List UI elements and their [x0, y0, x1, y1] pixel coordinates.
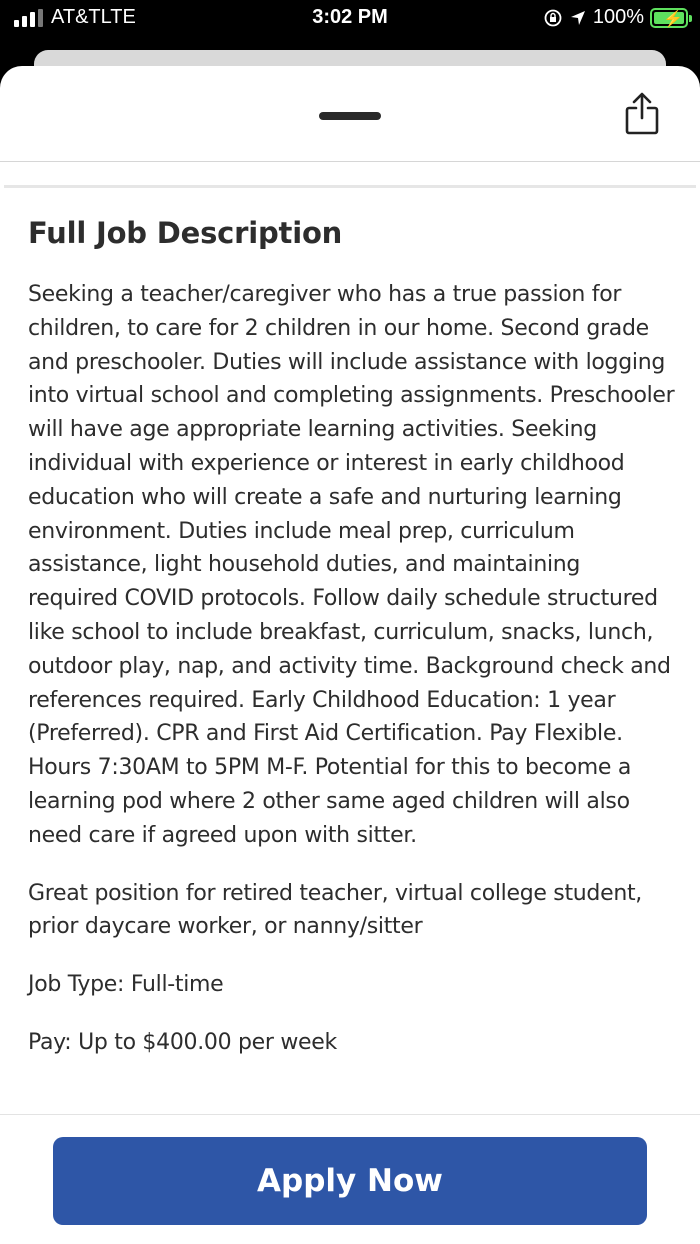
apply-now-button[interactable]: Apply Now — [53, 1137, 647, 1225]
bottom-action-bar — [0, 1114, 700, 1244]
network-type: LTE — [100, 6, 136, 28]
status-time: 3:02 PM — [312, 6, 388, 28]
drag-handle-icon[interactable] — [319, 112, 381, 120]
location-arrow-icon — [569, 9, 587, 27]
section-divider — [4, 185, 696, 188]
status-bar — [0, 0, 700, 40]
job-detail-sheet[interactable] — [0, 66, 700, 1244]
battery-icon — [650, 8, 688, 28]
orientation-lock-icon — [543, 8, 563, 28]
status-right — [543, 6, 688, 29]
carrier-name: AT&T — [51, 6, 101, 28]
pay: Pay: Up to $400.00 per week — [28, 1029, 337, 1055]
job-description — [28, 216, 676, 1084]
share-icon[interactable] — [622, 92, 662, 136]
charging-bolt-icon: ⚡ — [663, 10, 683, 28]
job-type: Job Type: Full-time — [28, 972, 224, 998]
section-title: Full Job Description — [28, 216, 343, 250]
sheet-header — [0, 66, 700, 162]
description-paragraph: Seeking a teacher/caregiver who has a true passion for children, to care for 2 children in our home. Second grade and preschooler. Duties will include assistance with logging into virtual school and completing assignments. Preschooler will have age appropriate learning activities. Seeking individual with experience or interest in early childhood education who will create a safe and nurturing learning environment. Duties include meal prep, curriculum assistance, light household duties, and maintaining required COVID protocols. Follow daily schedule structured like school to include breakfast, curriculum, snacks, lunch, outdoor play, nap, and activity time. Background check and references required. Early Childhood Education: 1 year (Preferred). CPR and First Aid Certification. Pay Flexible. Hours 7:30AM to 5PM M-F. Potential for this to become a learning pod where 2 other same aged children will also need care if agreed upon with sitter. — [28, 282, 675, 848]
battery-percent: 100% — [592, 6, 644, 28]
ideal-candidate-paragraph: Great position for retired teacher, virtual college student, prior daycare worker, or nanny/sitter — [28, 880, 642, 940]
